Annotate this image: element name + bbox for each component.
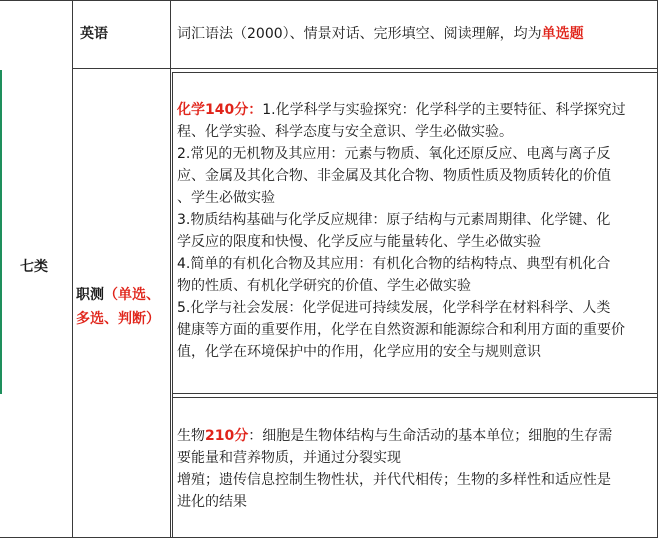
bio-text: ：细胞是生物体结构与生命活动的基本单位；细胞的生存需 <box>248 428 613 444</box>
grid-line-row1 <box>72 68 658 69</box>
chem-line-1 <box>177 99 653 121</box>
chem-line: 5.化学与社会发展：化学促进可持续发展，化学科学在材料科学、人类 <box>177 300 611 316</box>
chem-line: 2.常见的无机物及其应用：元素与物质、氧化还原反应、电离与离子反 <box>177 146 611 162</box>
biology-score: 210分 <box>205 428 249 444</box>
grid-line-col2 <box>170 0 171 538</box>
left-accent-bar <box>0 70 2 394</box>
grid-line-col2b <box>172 72 173 538</box>
subject-english: 英语 <box>80 26 108 42</box>
grid-line-bio-top <box>172 393 658 394</box>
chem-text: 1.化学科学与实验探究：化学科学的主要特征、科学探究过 <box>262 102 626 118</box>
chem-line: 应、金属及其化合物、非金属及其化合物、物质性质及物质转化的价值 <box>177 168 611 184</box>
bio-line: 要能量和营养物质，并通过分裂实现 <box>177 450 401 466</box>
grid-line-bio-top2 <box>172 397 658 398</box>
chem-line: 3.物质结构基础与化学反应规律：原子结构与元素周期律、化学键、化 <box>177 212 611 228</box>
category-label: 七类 <box>20 259 48 275</box>
subject-zhice-note: （单选、多选、判断） <box>76 287 160 327</box>
grid-line-chem-top <box>172 72 658 73</box>
english-content <box>177 23 584 45</box>
chem-line: 物的性质、有机化学研究的价值、学生必做实验 <box>177 278 471 294</box>
english-single-choice-emphasis: 单选题 <box>541 26 584 42</box>
grid-line-top <box>0 0 658 1</box>
subject-zhice <box>76 283 168 331</box>
bio-line: 进化的结果 <box>177 494 247 510</box>
grid-line-col1 <box>72 0 73 538</box>
chem-line: 、学生必做实验 <box>177 190 275 206</box>
biology-block <box>177 425 653 513</box>
subject-zhice-label: 职测 <box>76 287 104 303</box>
chem-line: 值，化学在环境保护中的作用，化学应用的安全与规则意识 <box>177 344 541 360</box>
bio-line: 增殖；遗传信息控制生物性状，并代代相传；生物的多样性和适应性是 <box>177 472 611 488</box>
chem-line: 学反应的限度和快慢、化学反应与能量转化、学生必做实验 <box>177 234 541 250</box>
english-content-text: 词汇语法（2000）、情景对话、完形填空、阅读理解，均为 <box>177 26 542 42</box>
chem-line: 程、化学实验、科学态度与安全意识、学生必做实验。 <box>177 124 513 140</box>
chem-line: 健康等方面的重要作用，化学在自然资源和能源综合和利用方面的重要价 <box>177 322 625 338</box>
chem-line: 4.简单的有机化合物及其应用：有机化合物的结构特点、典型有机化合 <box>177 256 611 272</box>
biology-prefix: 生物 <box>177 428 205 444</box>
chemistry-title: 化学140分： <box>177 102 263 118</box>
chemistry-block <box>177 99 653 363</box>
bio-line-1 <box>177 425 653 447</box>
